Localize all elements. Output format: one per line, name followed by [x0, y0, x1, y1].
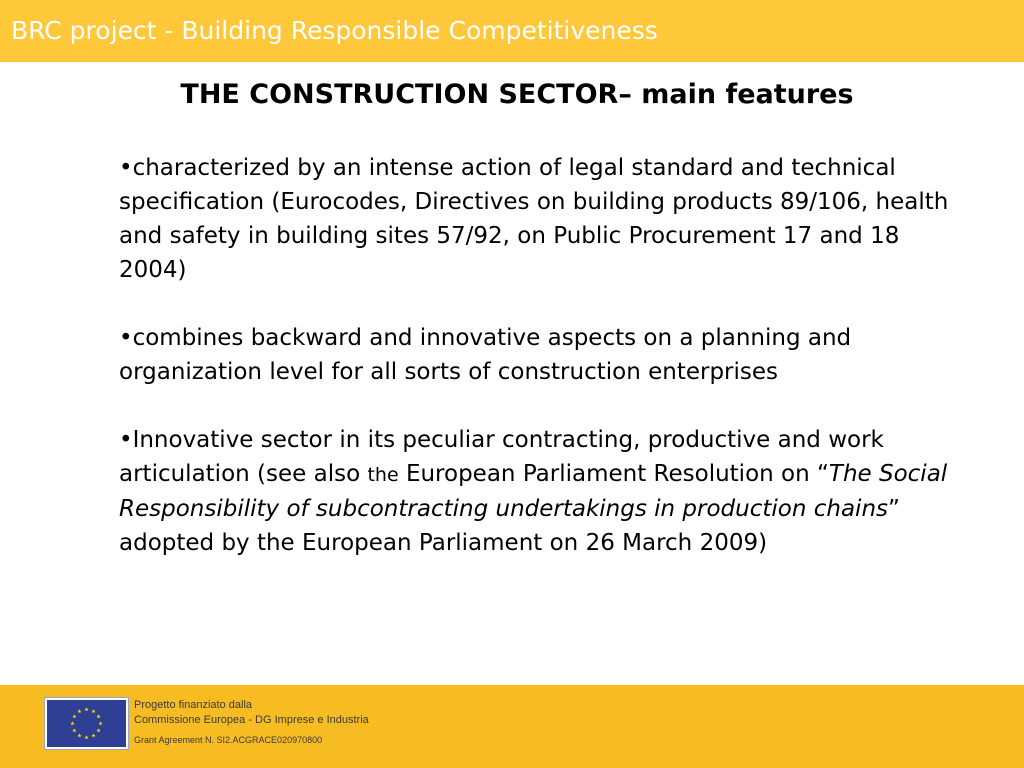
grant-agreement: Grant Agreement N. SI2.ACGRACE020970800 — [134, 735, 323, 745]
bullet-text-part: European Parliament Resolution on “ — [398, 461, 829, 487]
slide-title-subtitle: – main features — [618, 79, 854, 110]
bullet-list — [119, 151, 949, 560]
eu-star-2 — [91, 709, 95, 713]
eu-star-4 — [98, 721, 102, 725]
bullet-text-part: ” adopted by the European Parliament on 26 March 2009) — [119, 496, 900, 556]
eu-star-5 — [97, 728, 101, 732]
bullet-item-legal-standards: •characterized by an intense action of legal standard and technical specification (Eurocodes, Directives on building products 89/106, health and safety in building sites 57/92, on Public Procurement 17 and 18 2004) — [119, 155, 949, 283]
eu-flag-icon — [45, 698, 128, 749]
resolution-title: The Social Responsibility of subcontracting undertakings in production chains — [119, 461, 948, 522]
bullet-item-backward-innovative: •combines backward and innovative aspects on a planning and organization level for all sorts of construction enterprises — [119, 325, 852, 385]
funding-line-2: Commissione Europea - DG Imprese e Industria — [134, 714, 369, 726]
slide-title-main: THE CONSTRUCTION SECTOR — [180, 79, 619, 110]
funding-statement — [134, 698, 369, 747]
eu-star-1 — [84, 707, 88, 711]
eu-star-7 — [84, 735, 88, 739]
banner-title: BRC project - Building Responsible Competitiveness — [11, 16, 658, 45]
eu-star-11 — [72, 714, 76, 718]
eu-star-9 — [72, 728, 76, 732]
bullet-item-innovative-sector — [119, 423, 949, 560]
eu-star-10 — [70, 721, 74, 725]
bullet-text-small-word: the — [367, 464, 399, 486]
eu-star-3 — [97, 714, 101, 718]
bullet-text-part: •Innovative sector in its peculiar contracting, productive and work articulation (see also — [119, 427, 884, 487]
eu-star-6 — [91, 733, 95, 737]
funding-line-1: Progetto finanziato dalla — [134, 699, 253, 711]
eu-star-12 — [77, 709, 81, 713]
eu-stars-icon — [47, 700, 126, 747]
eu-star-8 — [77, 733, 81, 737]
top-banner — [0, 0, 1024, 62]
slide-title — [0, 76, 1024, 114]
